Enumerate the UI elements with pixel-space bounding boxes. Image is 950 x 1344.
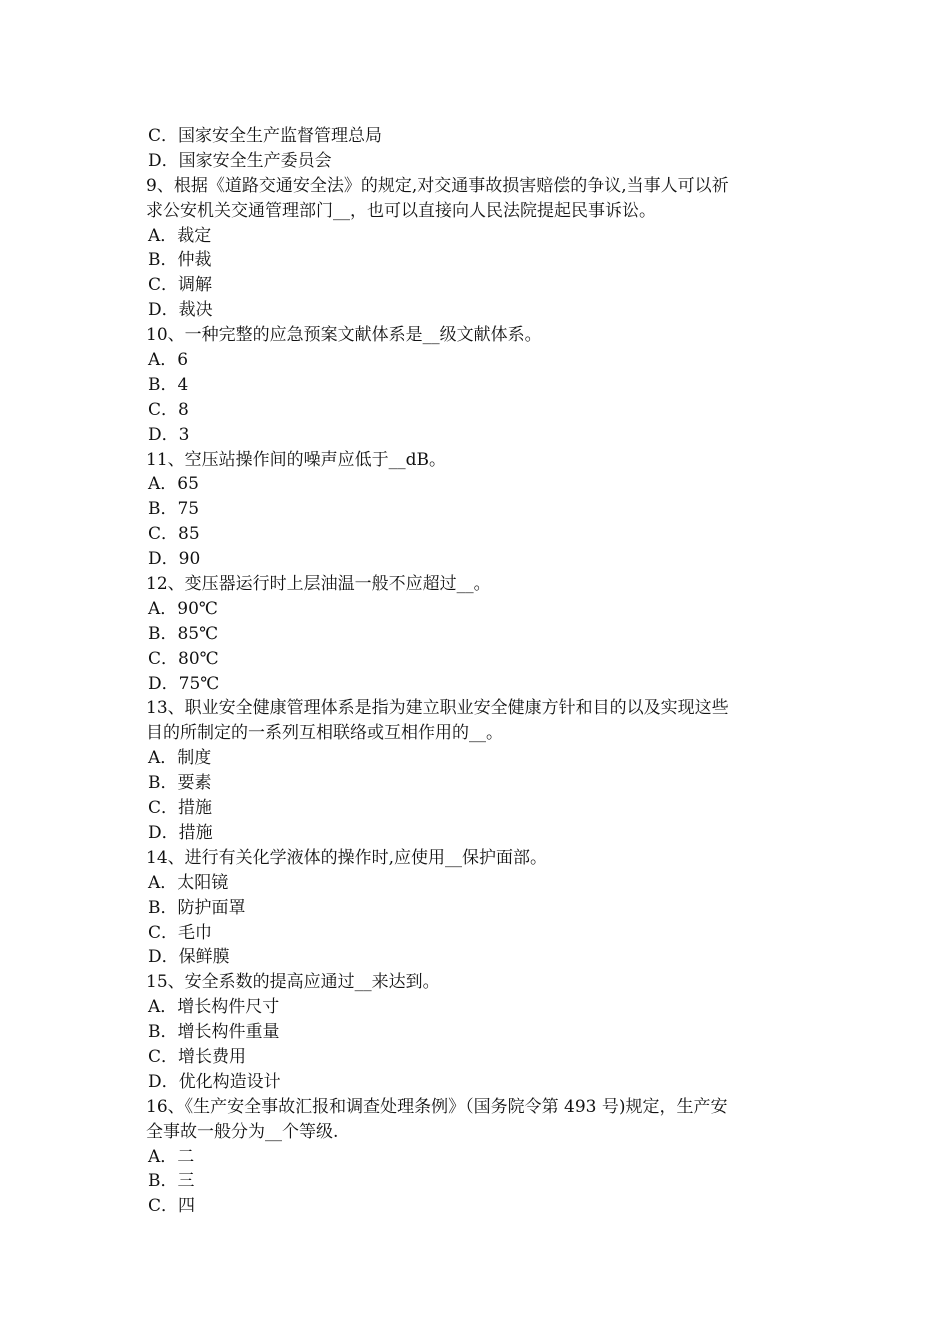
- question-text-line: 12、变压器运行时上层油温一般不应超过__。: [146, 574, 491, 595]
- answer-option-line: D．75℃: [148, 673, 220, 694]
- answer-option-line: C．国家安全生产监督管理总局: [148, 126, 383, 146]
- answer-option-line: D．3: [148, 424, 190, 445]
- answer-option-line: D．优化构造设计: [148, 1071, 281, 1092]
- answer-option-line: B．要素: [148, 773, 212, 794]
- question-text-line: 13、职业安全健康管理体系是指为建立职业安全健康方针和目的以及实现这些: [146, 698, 729, 719]
- answer-option-line: C．8: [148, 399, 189, 420]
- answer-option-line: D．措施: [148, 822, 213, 843]
- answer-option-line: A．太阳镜: [148, 872, 229, 893]
- answer-option-line: A．制度: [148, 748, 212, 769]
- question-text-line: 16、《生产安全事故汇报和调查处理条例》（国务院令第 493 号)规定，生产安: [146, 1096, 728, 1117]
- answer-option-line: C．85: [148, 524, 200, 545]
- answer-option-line: D．国家安全生产委员会: [148, 150, 332, 171]
- question-text-line: 14、进行有关化学液体的操作时,应使用__保护面部。: [146, 847, 548, 868]
- answer-option-line: A．二: [148, 1146, 195, 1167]
- question-text-line: 15、安全系数的提高应通过__来达到。: [146, 972, 440, 993]
- answer-option-line: B．75: [148, 499, 200, 520]
- answer-option-line: C．调解: [148, 275, 213, 296]
- answer-option-line: D．保鲜膜: [148, 947, 230, 968]
- question-text-line: 求公安机关交通管理部门__，也可以直接向人民法院提起民事诉讼。: [146, 200, 656, 221]
- answer-option-line: C．四: [148, 1196, 196, 1217]
- answer-option-line: C．毛巾: [148, 922, 213, 943]
- answer-option-line: B．增长构件重量: [148, 1022, 280, 1043]
- answer-option-line: D．90: [148, 549, 201, 570]
- question-text-line: 10、一种完整的应急预案文献体系是__级文献体系。: [146, 325, 542, 346]
- answer-option-line: A．增长构件尺寸: [148, 997, 280, 1018]
- question-text-line: 11、空压站操作间的噪声应低于__dB。: [146, 449, 447, 470]
- answer-option-line: B．85℃: [148, 623, 219, 644]
- answer-option-line: A．65: [148, 474, 199, 495]
- answer-option-line: B．仲裁: [148, 250, 212, 271]
- answer-option-line: B．4: [148, 374, 189, 395]
- answer-option-line: B．防护面罩: [148, 897, 246, 918]
- question-text-line: 全事故一般分为__个等级.: [146, 1121, 339, 1142]
- answer-option-line: A．裁定: [148, 225, 212, 246]
- answer-option-line: B．三: [148, 1171, 195, 1192]
- question-text-line: 9、根据《道路交通安全法》的规定,对交通事故损害赔偿的争议,当事人可以祈: [146, 175, 729, 196]
- answer-option-line: A．90℃: [148, 598, 218, 619]
- answer-option-line: C．措施: [148, 798, 213, 819]
- answer-option-line: C．80℃: [148, 648, 219, 669]
- answer-option-line: D．裁决: [148, 300, 213, 321]
- document-page: [146, 124, 816, 1219]
- answer-option-line: A．6: [148, 350, 189, 371]
- answer-option-line: C．增长费用: [148, 1046, 247, 1067]
- question-text-line: 目的所制定的一系列互相联络或互相作用的__。: [146, 723, 503, 744]
